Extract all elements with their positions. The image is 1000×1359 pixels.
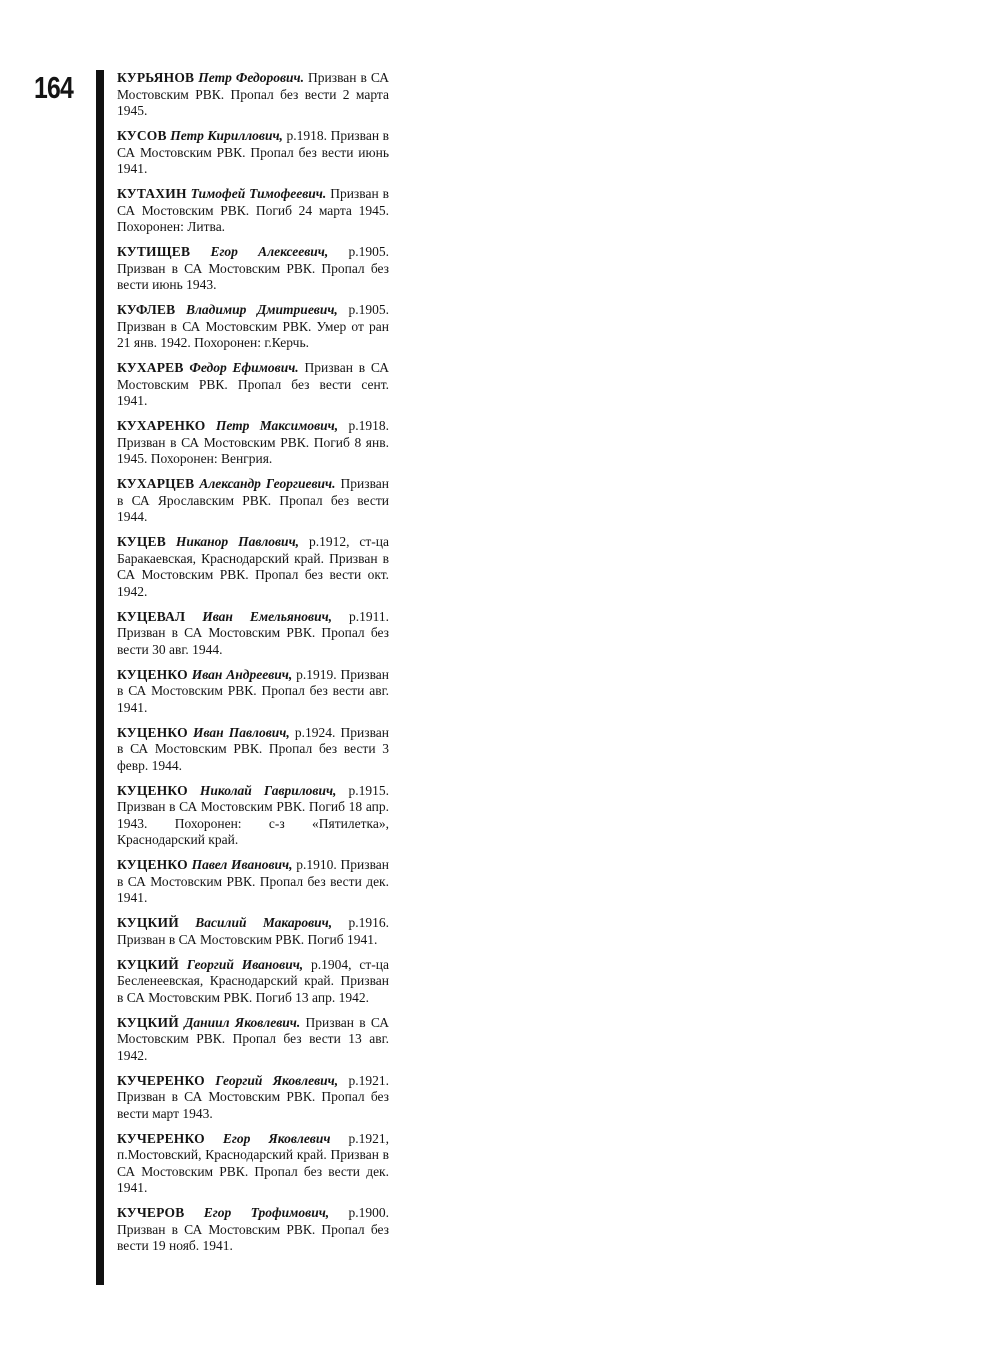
entry-details: р.1912, ст-ца Баракаевская, Краснодарский край. Призван в СА Мостовским РВК. Пропал без вести окт. 1942. — [117, 534, 390, 599]
entry-details: р.1918. Призван в СА Мостовским РВК. Пропал без вести июнь 1941. — [117, 128, 390, 176]
entry-surname: КУЧЕРЕНКО — [117, 1130, 205, 1146]
entry-details: р.1918. Призван в СА Мостовским РВК. Погиб 8 янв. 1945. Похоронен: Венгрия. — [117, 418, 390, 466]
entry-details: р.1919. Призван в СА Мостовским РВК. Пропал без вести авг. 1941. — [117, 666, 389, 715]
memorial-entry — [117, 1205, 389, 1255]
entry-details: Призван в СА Мостовским РВК. Пропал без вести 2 марта 1945. — [117, 70, 390, 118]
memorial-entry — [117, 476, 389, 526]
entry-given-names: Павел Иванович, — [191, 857, 293, 872]
entry-given-names: Георгий Иванович, — [186, 956, 304, 972]
entry-given-names: Федор Ефимович. — [189, 360, 299, 375]
entry-surname: КУТИЩЕВ — [117, 244, 191, 259]
entry-surname: КУЦЕНКО — [117, 724, 188, 740]
entry-given-names: Иван Андреевич, — [191, 666, 293, 682]
entry-details: р.1911. Призван в СА Мостовским РВК. Пропал без вести 30 авг. 1944. — [117, 608, 389, 657]
entry-given-names: Иван Емельянович, — [202, 608, 333, 624]
entry-details: р.1921. Призван в СА Мостовским РВК. Пропал без вести март 1943. — [117, 1072, 390, 1121]
memorial-entry — [117, 418, 389, 468]
entry-surname: КУЧЕРОВ — [117, 1205, 185, 1220]
entry-given-names: Николай Гаврилович, — [199, 782, 337, 798]
memorial-entry — [117, 857, 389, 907]
entry-given-names: Егор Трофимович, — [203, 1205, 330, 1220]
entry-details: р.1910. Призван в СА Мостовским РВК. Пропал без вести дек. 1941. — [117, 857, 390, 905]
memorial-entry — [117, 302, 389, 352]
memorial-entry — [117, 244, 389, 294]
entry-given-names: Петр Кириллович, — [170, 128, 283, 143]
entry-details: р.1916. Призван в СА Мостовским РВК. Погиб 1941. — [117, 915, 390, 947]
entry-given-names: Тимофей Тимофеевич. — [190, 186, 327, 201]
entry-given-names: Никанор Павлович, — [175, 534, 300, 549]
entry-surname: КУТАХИН — [117, 186, 187, 201]
entry-surname: КУЦЕНКО — [117, 666, 188, 682]
memorial-entry — [117, 667, 389, 717]
memorial-entry — [117, 725, 389, 775]
memorial-entry — [117, 186, 389, 236]
memorial-entry — [117, 534, 389, 600]
entry-details: Призван в СА Мостовским РВК. Пропал без вести сент. 1941. — [117, 360, 389, 408]
entry-given-names: Георгий Яковлевич, — [215, 1072, 339, 1088]
memorial-entry — [117, 1073, 389, 1123]
entry-details: р.1915. Призван в СА Мостовским РВК. Погиб 18 апр. 1943. Похоронен: с-з «Пятилетка», Краснодарский край. — [117, 782, 389, 847]
entry-surname: КУСОВ — [117, 128, 167, 143]
entry-given-names: Егор Алексеевич, — [210, 244, 329, 259]
entry-given-names: Егор Яковлевич — [222, 1130, 331, 1146]
entry-details: р.1921, п.Мостовский, Краснодарский край. Призван в СА Мостовским РВК. Пропал без вести дек. 1941. — [117, 1130, 390, 1195]
entry-surname: КУЦКИЙ — [117, 1014, 179, 1030]
entry-given-names: Иван Павлович, — [192, 724, 290, 740]
entry-surname: КУХАРЦЕВ — [117, 476, 195, 491]
entry-details: р.1924. Призван в СА Мостовским РВК. Пропал без вести 3 февр. 1944. — [117, 724, 389, 773]
entry-details: р.1905. Призван в СА Мостовским РВК. Умер от ран 21 янв. 1942. Похоронен: г.Керчь. — [117, 302, 390, 350]
entry-surname: КУЦЕВ — [117, 534, 166, 549]
entry-details: р.1904, ст-ца Бесленеевская, Краснодарский край. Призван в СА Мостовским РВК. Погиб 13 апр. 1942. — [117, 956, 390, 1005]
memorial-entry — [117, 783, 389, 849]
memorial-entry — [117, 915, 389, 948]
entry-given-names: Василий Макарович, — [195, 915, 333, 930]
entry-given-names: Даниил Яковлевич. — [184, 1014, 301, 1030]
entry-given-names: Петр Федорович. — [198, 70, 304, 85]
entry-surname: КУРЬЯНОВ — [117, 70, 195, 85]
entry-details: р.1905. Призван в СА Мостовским РВК. Пропал без вести июнь 1943. — [117, 244, 390, 292]
page-number: 164 — [34, 70, 73, 105]
memorial-entry — [117, 360, 389, 410]
entry-given-names: Владимир Дмитриевич, — [185, 302, 338, 317]
memorial-entry — [117, 1015, 389, 1065]
memorial-entry — [117, 70, 389, 120]
entry-surname: КУЦКИЙ — [117, 915, 179, 930]
memorial-entry — [117, 957, 389, 1007]
memorial-entry — [117, 609, 389, 659]
memorial-entry — [117, 128, 389, 178]
entry-surname: КУФЛЕВ — [117, 302, 176, 317]
entry-given-names: Петр Максимович, — [215, 418, 339, 433]
entry-details: р.1900. Призван в СА Мостовским РВК. Пропал без вести 19 нояб. 1941. — [117, 1205, 390, 1253]
entry-details: Призван в СА Ярославским РВК. Пропал без вести 1944. — [117, 476, 389, 524]
entry-surname: КУЦЕВАЛ — [117, 608, 186, 624]
entry-surname: КУЦЕНКО — [117, 782, 188, 798]
entry-surname: КУХАРЕВ — [117, 360, 184, 375]
entries-column-1 — [117, 70, 389, 1263]
entry-details: Призван в СА Мостовским РВК. Погиб 24 марта 1945. Похоронен: Литва. — [117, 186, 389, 234]
page-margin-rule — [96, 70, 104, 1285]
entry-details: Призван в СА Мостовским РВК. Пропал без вести 13 авг. 1942. — [117, 1014, 389, 1063]
entry-given-names: Александр Георгиевич. — [199, 476, 336, 491]
memorial-entry — [117, 1131, 389, 1197]
entry-surname: КУХАРЕНКО — [117, 418, 206, 433]
entry-surname: КУЦЕНКО — [117, 857, 188, 872]
entry-surname: КУЦКИЙ — [117, 956, 179, 972]
entry-surname: КУЧЕРЕНКО — [117, 1072, 205, 1088]
